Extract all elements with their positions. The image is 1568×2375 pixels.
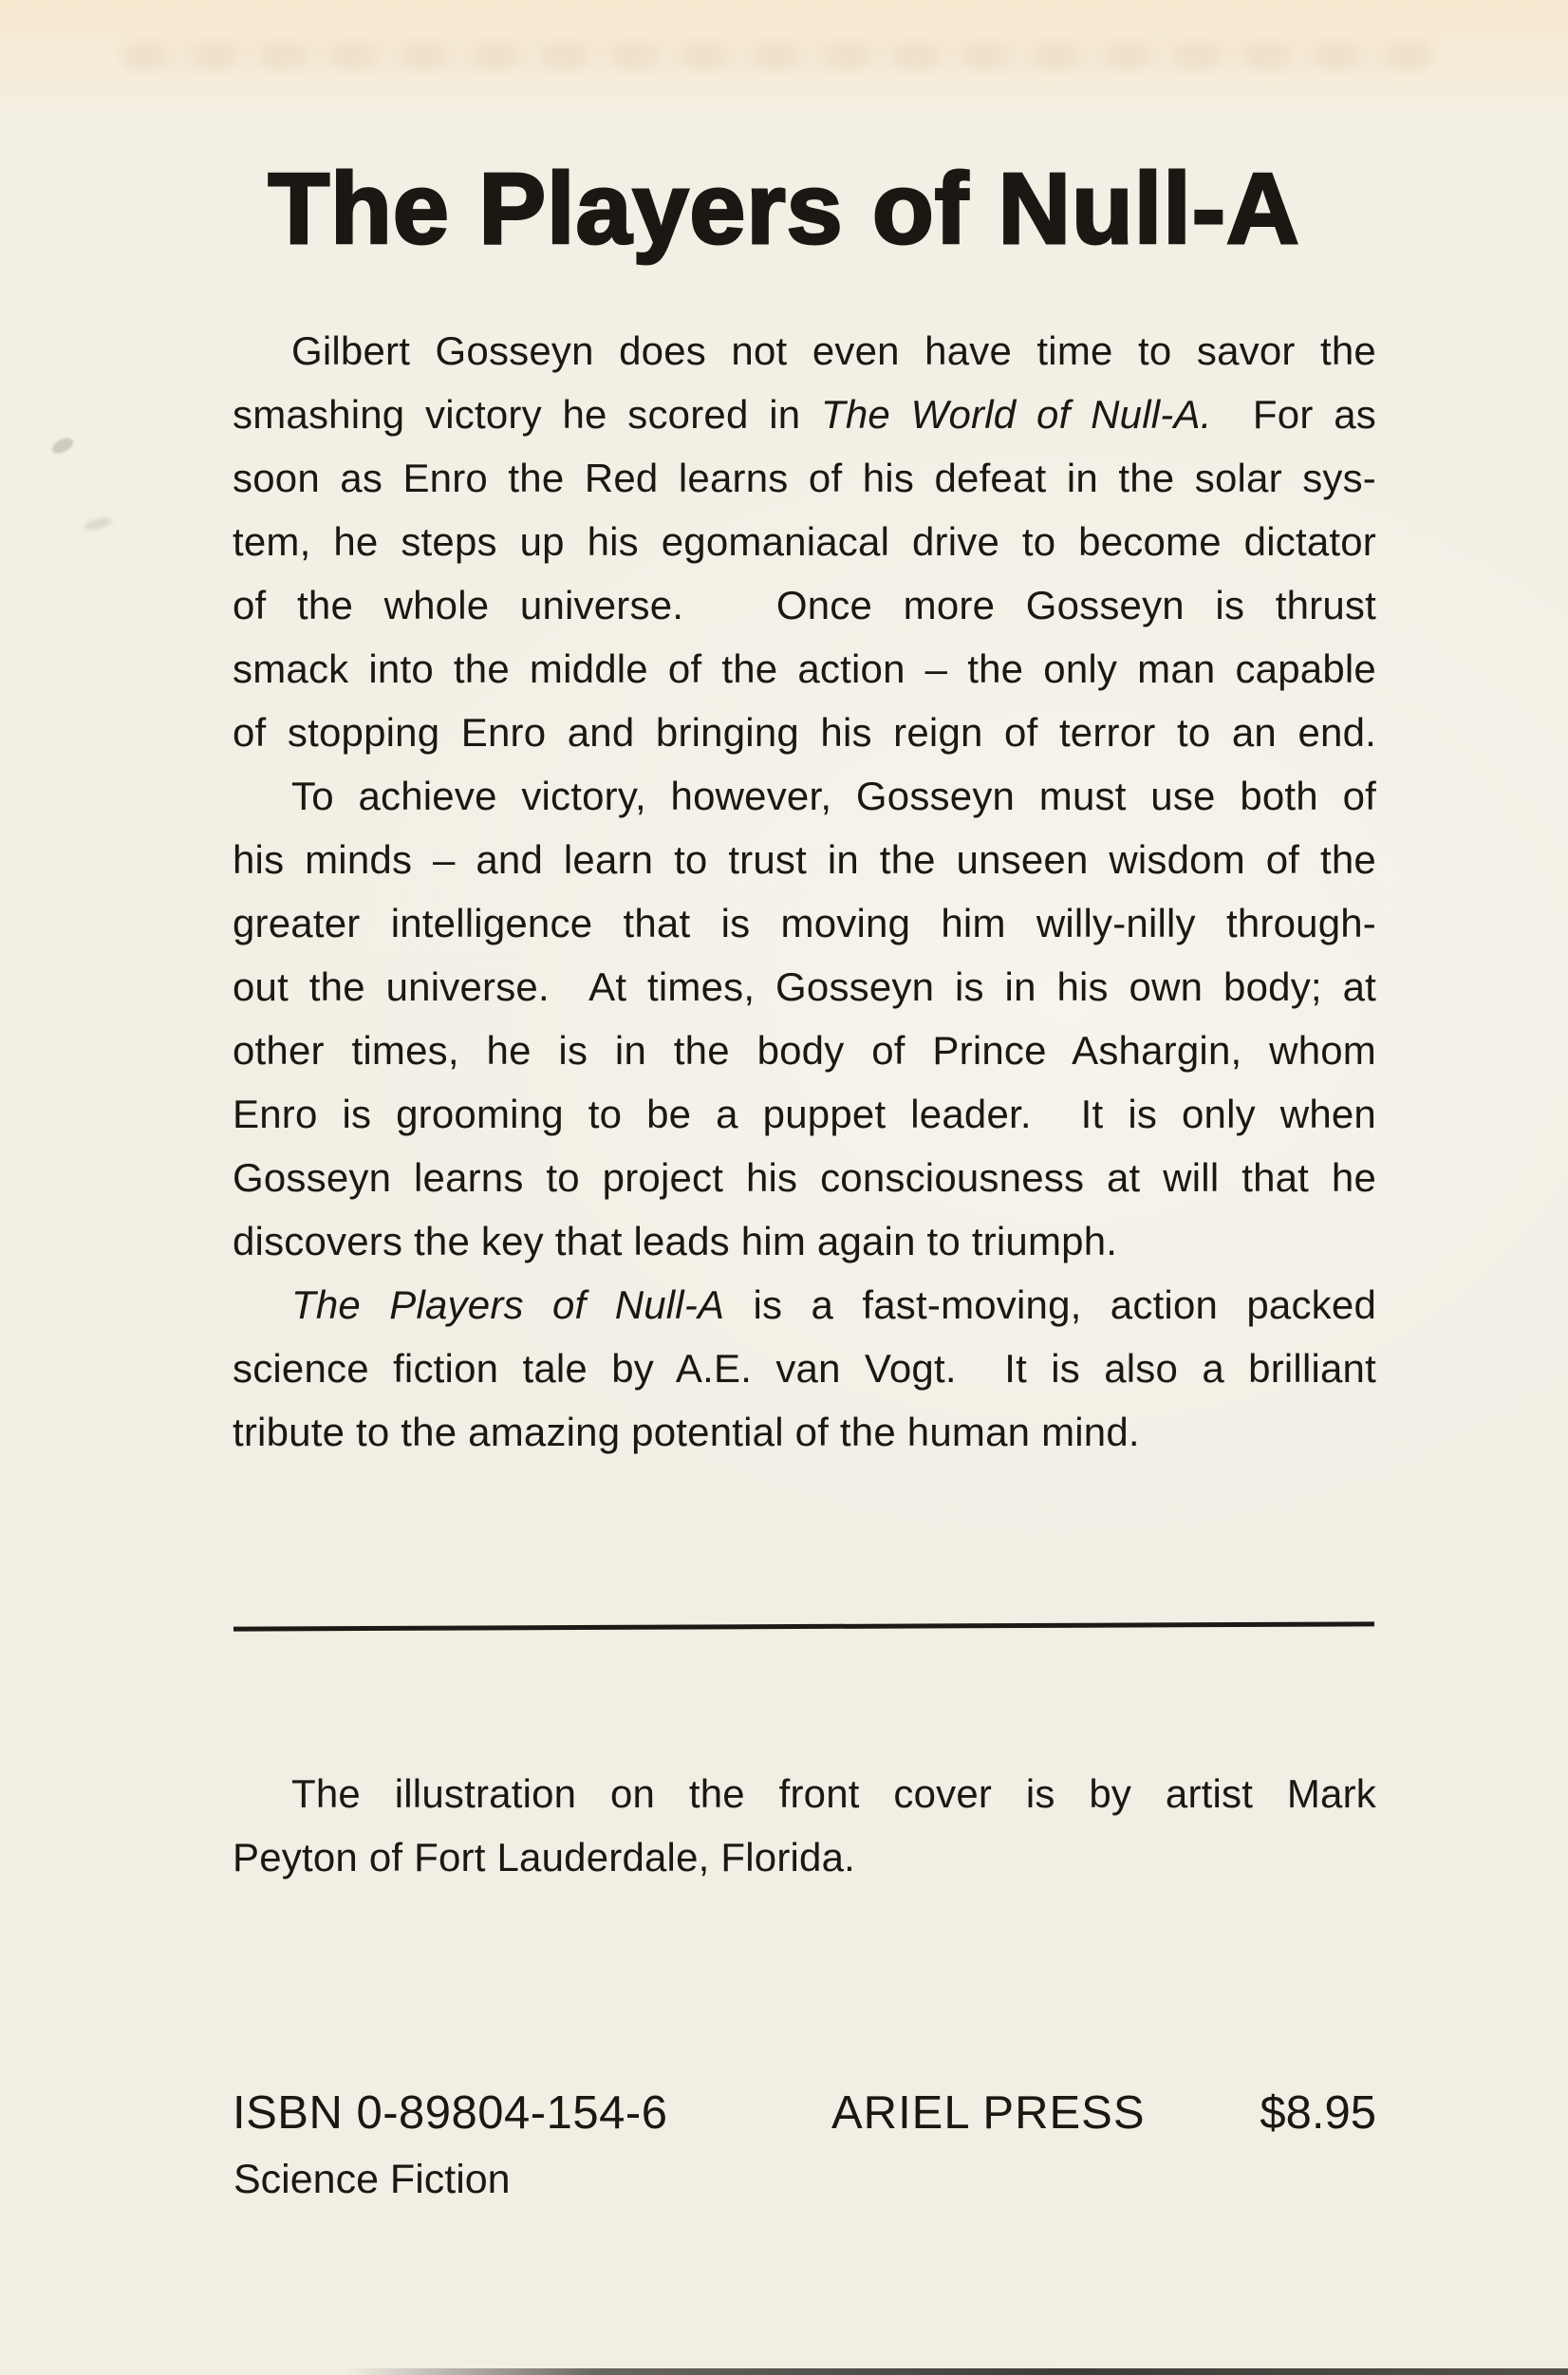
text-segment: Gosseyn learns to project his consciousness at will that he: [233, 1155, 1376, 1200]
text-line: [233, 701, 1376, 764]
text-segment: The illustration on the front cover is by artist Mark: [291, 1771, 1376, 1816]
footer-row: [233, 2085, 1376, 2141]
text-segment: out the universe. At times, Gosseyn is in his own body; at: [233, 964, 1376, 1009]
text-segment: his minds – and learn to trust in the unseen wisdom of the: [233, 837, 1376, 882]
cover-credit: [233, 1762, 1376, 1889]
text-segment: smashing victory he scored in: [233, 392, 821, 437]
synopsis: [233, 319, 1376, 1464]
price: $8.95: [1260, 2087, 1376, 2139]
text-line: [233, 764, 1376, 828]
text-line: [233, 955, 1376, 1019]
text-segment: tem, he steps up his egomaniacal drive to become dictator: [233, 519, 1376, 564]
text-line: [233, 828, 1376, 891]
text-line: [233, 1209, 1376, 1273]
scan-ghost-band: [123, 44, 1435, 68]
text-line: [233, 891, 1376, 955]
text-segment: other times, he is in the body of Prince Ashargin, whom: [233, 1028, 1376, 1073]
text-line: [233, 319, 1376, 383]
text-segment: Peyton of Fort Lauderdale, Florida.: [233, 1835, 856, 1879]
text-line: [233, 1825, 1376, 1889]
text-paragraph: [233, 1762, 1376, 1889]
text-line: [233, 383, 1376, 446]
text-segment: of the whole universe. Once more Gosseyn is thrust: [233, 583, 1376, 627]
text-paragraph: [233, 1273, 1376, 1464]
text-line: [233, 1019, 1376, 1082]
text-segment: is a fast-moving, action packed: [724, 1282, 1376, 1327]
scan-smudge: [83, 515, 113, 532]
text-line: [233, 1273, 1376, 1337]
text-segment: The World of Null-A.: [821, 392, 1212, 437]
text-segment: Gilbert Gosseyn does not even have time to savor the: [291, 328, 1376, 373]
text-line: [233, 1082, 1376, 1146]
text-line: [233, 510, 1376, 573]
text-segment: For as: [1211, 392, 1376, 437]
text-segment: soon as Enro the Red learns of his defeat in the solar sys-: [233, 456, 1376, 500]
text-segment: discovers the key that leads him again to triumph.: [233, 1219, 1118, 1263]
text-paragraph: [233, 764, 1376, 1273]
text-line: [233, 637, 1376, 701]
text-line: [233, 1146, 1376, 1209]
text-paragraph: [233, 319, 1376, 764]
text-line: [233, 1337, 1376, 1400]
book-title: The Players of Null-A: [268, 153, 1300, 265]
scanner-edge-shadow: [0, 2368, 1568, 2375]
text-segment: science fiction tale by A.E. van Vogt. It is also a brilliant: [233, 1346, 1376, 1391]
text-segment: of stopping Enro and bringing his reign of terror to an end.: [233, 710, 1376, 755]
text-segment: To achieve victory, however, Gosseyn must use both of: [291, 774, 1376, 818]
scan-smudge: [49, 435, 75, 457]
text-segment: Enro is grooming to be a puppet leader. It is only when: [233, 1092, 1376, 1136]
category-label: Science Fiction: [233, 2157, 511, 2202]
isbn: ISBN 0-89804-154-6: [233, 2087, 668, 2139]
text-line: [233, 446, 1376, 510]
text-line: [233, 1400, 1376, 1464]
text-line: [233, 573, 1376, 637]
publisher: ARIEL PRESS: [831, 2087, 1146, 2139]
divider-line: [233, 1621, 1374, 1631]
text-segment: greater intelligence that is moving him willy-nilly through-: [233, 901, 1376, 945]
text-line: [233, 1762, 1376, 1825]
text-segment: The Players of Null-A: [291, 1282, 725, 1327]
text-segment: smack into the middle of the action – the only man capable: [233, 646, 1376, 691]
text-segment: tribute to the amazing potential of the human mind.: [233, 1410, 1140, 1454]
